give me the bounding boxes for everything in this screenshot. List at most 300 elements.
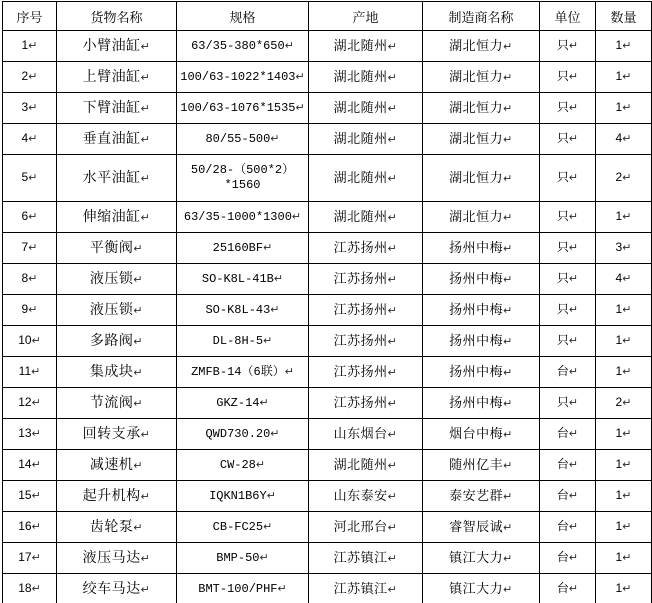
paragraph-mark: ↵	[503, 428, 513, 441]
cell-no-text: 18↵	[18, 581, 41, 596]
cell-origin	[309, 295, 423, 326]
cell-unit	[540, 481, 596, 512]
paragraph-mark: ↵	[387, 521, 398, 534]
cell-name-text: 小臂油缸↵	[82, 37, 151, 54]
cell-no	[3, 62, 57, 93]
cell-spec-text: CB-FC25↵	[212, 519, 273, 534]
paragraph-mark: ↵	[270, 427, 280, 440]
cell-name	[57, 574, 177, 603]
cell-name-text: 水平油缸↵	[82, 169, 151, 186]
cell-qty	[596, 481, 652, 512]
cell-spec	[177, 419, 309, 450]
cell-maker	[423, 93, 540, 124]
paragraph-mark: ↵	[140, 491, 151, 504]
paragraph-mark: ↵	[284, 365, 294, 378]
cell-maker-text: 烟台中梅↵	[449, 425, 513, 441]
cell-unit	[540, 512, 596, 543]
cell-maker-text: 湖北恒力↵	[449, 37, 513, 53]
paragraph-mark: ↵	[31, 490, 41, 503]
paragraph-mark: ↵	[622, 172, 632, 185]
paragraph-mark: ↵	[568, 273, 579, 286]
paragraph-mark: ↵	[387, 273, 398, 286]
column-header-maker: 制造商名称	[423, 2, 540, 31]
paragraph-mark: ↵	[387, 552, 398, 565]
cell-spec-text: QWD730.20↵	[205, 426, 280, 441]
paragraph-mark: ↵	[568, 552, 579, 565]
cell-origin-text: 江苏镇江↵	[333, 580, 398, 596]
cell-origin	[309, 202, 423, 233]
cell-qty	[596, 202, 652, 233]
paragraph-mark: ↵	[387, 102, 398, 115]
cell-spec	[177, 93, 309, 124]
paragraph-mark: ↵	[387, 211, 398, 224]
table-row	[3, 574, 652, 603]
cell-spec-text: BMT-100/PHF↵	[198, 581, 287, 596]
cell-maker	[423, 481, 540, 512]
paragraph-mark: ↵	[503, 242, 513, 255]
cell-qty-text: 1↵	[615, 69, 632, 84]
cell-spec	[177, 388, 309, 419]
paragraph-mark: ↵	[622, 242, 632, 255]
cell-maker-text: 睿智辰诚↵	[449, 518, 513, 534]
cell-spec	[177, 357, 309, 388]
cell-unit	[540, 450, 596, 481]
cell-unit-text: 台↵	[556, 550, 579, 565]
cell-name	[57, 233, 177, 264]
cell-qty-text: 4↵	[615, 131, 632, 146]
cell-qty-text: 1↵	[615, 100, 632, 115]
paragraph-mark: ↵	[622, 133, 632, 146]
cell-maker-text: 随州亿丰↵	[449, 456, 513, 472]
paragraph-mark: ↵	[622, 459, 632, 472]
cell-origin-text: 江苏扬州↵	[333, 301, 398, 317]
paragraph-mark: ↵	[503, 583, 513, 596]
cell-name	[57, 31, 177, 62]
column-header-no: 序号	[3, 2, 57, 31]
cell-name-text: 起升机构↵	[82, 487, 151, 504]
table-row	[3, 543, 652, 574]
cell-unit	[540, 264, 596, 295]
cell-maker-text: 扬州中梅↵	[449, 270, 513, 286]
cell-origin-text: 江苏扬州↵	[333, 394, 398, 410]
cell-qty	[596, 31, 652, 62]
cell-name-text: 下臂油缸↵	[82, 99, 151, 116]
cell-qty-text: 1↵	[615, 457, 632, 472]
paragraph-mark: ↵	[387, 490, 398, 503]
column-header-origin: 产地	[309, 2, 423, 31]
cell-qty	[596, 124, 652, 155]
cell-name-text: 绞车马达↵	[82, 580, 151, 597]
paragraph-mark: ↵	[387, 335, 398, 348]
paragraph-mark: ↵	[387, 366, 398, 379]
cell-maker	[423, 31, 540, 62]
cell-unit-text: 台↵	[556, 426, 579, 441]
paragraph-mark: ↵	[568, 172, 579, 185]
cell-maker	[423, 326, 540, 357]
cell-origin-text: 山东泰安↵	[333, 487, 398, 503]
paragraph-mark: ↵	[622, 552, 632, 565]
cell-unit-text: 只↵	[556, 131, 579, 146]
cell-spec	[177, 512, 309, 543]
paragraph-mark: ↵	[503, 304, 513, 317]
cell-no	[3, 450, 57, 481]
cell-name	[57, 481, 177, 512]
cell-no-text: 12↵	[18, 395, 41, 410]
cell-unit-text: 只↵	[556, 69, 579, 84]
cell-maker	[423, 512, 540, 543]
cell-origin-text: 湖北随州↵	[333, 99, 398, 115]
cell-origin-text: 湖北随州↵	[333, 169, 398, 185]
cell-origin-text: 湖北随州↵	[333, 208, 398, 224]
paragraph-mark: ↵	[387, 133, 398, 146]
paragraph-mark: ↵	[568, 242, 579, 255]
cell-unit	[540, 357, 596, 388]
cell-spec	[177, 481, 309, 512]
cell-unit-text: 台↵	[556, 364, 579, 379]
cell-no-text: 17↵	[18, 550, 41, 565]
paragraph-mark: ↵	[387, 172, 398, 185]
cell-name	[57, 155, 177, 202]
cell-qty	[596, 388, 652, 419]
paragraph-mark: ↵	[31, 366, 41, 379]
cell-qty	[596, 264, 652, 295]
cell-qty	[596, 543, 652, 574]
paragraph-mark: ↵	[263, 520, 273, 533]
column-header-name: 货物名称	[57, 2, 177, 31]
cell-origin-text: 江苏扬州↵	[333, 270, 398, 286]
paragraph-mark: ↵	[568, 211, 579, 224]
cell-name	[57, 202, 177, 233]
cell-origin-text: 湖北随州↵	[333, 37, 398, 53]
cell-qty	[596, 93, 652, 124]
table-row	[3, 233, 652, 264]
paragraph-mark: ↵	[503, 335, 513, 348]
cell-no	[3, 481, 57, 512]
table-row	[3, 450, 652, 481]
cell-origin-text: 江苏扬州↵	[333, 363, 398, 379]
paragraph-mark: ↵	[622, 335, 632, 348]
cell-spec	[177, 264, 309, 295]
cell-maker	[423, 419, 540, 450]
cell-unit	[540, 233, 596, 264]
cell-name	[57, 124, 177, 155]
paragraph-mark: ↵	[503, 366, 513, 379]
cell-no-text: 1↵	[21, 38, 38, 53]
cell-no	[3, 326, 57, 357]
paragraph-mark: ↵	[28, 102, 38, 115]
cell-qty	[596, 326, 652, 357]
table-row	[3, 124, 652, 155]
cell-name-text: 集成块↵	[89, 363, 144, 380]
paragraph-mark: ↵	[387, 459, 398, 472]
cell-maker	[423, 124, 540, 155]
cell-spec	[177, 202, 309, 233]
cell-unit-text: 台↵	[556, 488, 579, 503]
paragraph-mark: ↵	[568, 133, 579, 146]
cell-unit-text: 台↵	[556, 581, 579, 596]
cell-spec	[177, 295, 309, 326]
cell-unit	[540, 93, 596, 124]
header-row	[3, 2, 652, 31]
paragraph-mark: ↵	[31, 428, 41, 441]
cell-qty-text: 1↵	[615, 426, 632, 441]
paragraph-mark: ↵	[270, 132, 280, 145]
cell-unit	[540, 419, 596, 450]
paragraph-mark: ↵	[284, 39, 294, 52]
cell-spec	[177, 124, 309, 155]
cell-no-text: 11↵	[18, 364, 41, 379]
column-header-unit: 单位	[540, 2, 596, 31]
cell-spec-text: IQKN1B6Y↵	[209, 488, 276, 503]
cell-spec	[177, 450, 309, 481]
paragraph-mark: ↵	[133, 522, 144, 535]
cell-spec-text: SO-K8L-41B↵	[201, 271, 284, 286]
cell-maker-text: 扬州中梅↵	[449, 332, 513, 348]
cell-no-text: 10↵	[18, 333, 41, 348]
cell-name	[57, 357, 177, 388]
cell-maker-text: 扬州中梅↵	[449, 239, 513, 255]
cell-maker-text: 镇江大力↵	[449, 549, 513, 565]
paragraph-mark: ↵	[622, 304, 632, 317]
paragraph-mark: ↵	[133, 305, 144, 318]
paragraph-mark: ↵	[31, 459, 41, 472]
paragraph-mark: ↵	[133, 367, 144, 380]
paragraph-mark: ↵	[255, 458, 266, 471]
cell-unit-text: 只↵	[556, 170, 579, 185]
paragraph-mark: ↵	[503, 40, 513, 53]
table-row	[3, 295, 652, 326]
cell-unit	[540, 202, 596, 233]
paragraph-mark: ↵	[568, 102, 579, 115]
table-row	[3, 93, 652, 124]
cell-origin	[309, 512, 423, 543]
paragraph-mark: ↵	[31, 521, 41, 534]
cell-spec-text: DL-8H-5↵	[212, 333, 273, 348]
cell-name-text: 液压锁↵	[89, 301, 144, 318]
paragraph-mark: ↵	[387, 242, 398, 255]
paragraph-mark: ↵	[133, 274, 144, 287]
paragraph-mark: ↵	[503, 397, 513, 410]
table-row	[3, 31, 652, 62]
cell-name	[57, 326, 177, 357]
table-row	[3, 357, 652, 388]
cell-no	[3, 295, 57, 326]
cell-origin	[309, 481, 423, 512]
paragraph-mark: ↵	[28, 211, 38, 224]
cell-origin	[309, 93, 423, 124]
paragraph-mark: ↵	[568, 304, 579, 317]
cell-qty	[596, 419, 652, 450]
cell-qty-text: 1↵	[615, 302, 632, 317]
paragraph-mark: ↵	[259, 551, 269, 564]
paragraph-mark: ↵	[568, 490, 579, 503]
paragraph-mark: ↵	[568, 335, 579, 348]
cell-spec-text: GKZ-14↵	[216, 395, 269, 410]
cell-maker	[423, 62, 540, 93]
paragraph-mark: ↵	[622, 71, 632, 84]
cell-origin	[309, 388, 423, 419]
cell-origin-text: 江苏扬州↵	[333, 332, 398, 348]
cell-maker	[423, 543, 540, 574]
paragraph-mark: ↵	[387, 583, 398, 596]
cell-qty-text: 3↵	[615, 240, 632, 255]
paragraph-mark: ↵	[568, 459, 579, 472]
cell-name-text: 垂直油缸↵	[82, 130, 151, 147]
cell-name	[57, 388, 177, 419]
cell-no-text: 14↵	[18, 457, 41, 472]
cell-unit	[540, 62, 596, 93]
cell-name-text: 伸缩油缸↵	[82, 208, 151, 225]
cell-origin	[309, 124, 423, 155]
cell-no-text: 16↵	[18, 519, 41, 534]
paragraph-mark: ↵	[140, 134, 151, 147]
paragraph-mark: ↵	[263, 241, 273, 254]
paragraph-mark: ↵	[266, 489, 276, 502]
paragraph-mark: ↵	[140, 41, 151, 54]
paragraph-mark: ↵	[133, 243, 144, 256]
paragraph-mark: ↵	[568, 521, 579, 534]
paragraph-mark: ↵	[291, 210, 302, 223]
paragraph-mark: ↵	[387, 428, 398, 441]
cell-qty-text: 1↵	[615, 38, 632, 53]
cell-name-text: 平衡阀↵	[89, 239, 144, 256]
paragraph-mark: ↵	[133, 460, 144, 473]
cell-qty-text: 4↵	[615, 271, 632, 286]
paragraph-mark: ↵	[140, 553, 151, 566]
paragraph-mark: ↵	[259, 396, 269, 409]
paragraph-mark: ↵	[568, 40, 579, 53]
paragraph-mark: ↵	[622, 211, 632, 224]
paragraph-mark: ↵	[568, 428, 579, 441]
paragraph-mark: ↵	[622, 273, 632, 286]
cell-unit	[540, 326, 596, 357]
parts-table	[2, 1, 652, 603]
cell-spec	[177, 574, 309, 603]
cell-qty	[596, 233, 652, 264]
cell-no	[3, 31, 57, 62]
cell-qty-text: 2↵	[615, 395, 632, 410]
cell-qty-text: 1↵	[615, 209, 632, 224]
cell-spec-text: 80/55-500↵	[205, 131, 280, 146]
cell-name-text: 齿轮泵↵	[89, 518, 144, 535]
cell-unit-text: 台↵	[556, 519, 579, 534]
cell-qty	[596, 450, 652, 481]
cell-qty	[596, 512, 652, 543]
paragraph-mark: ↵	[622, 366, 632, 379]
cell-maker	[423, 574, 540, 603]
cell-name	[57, 93, 177, 124]
cell-unit-text: 只↵	[556, 240, 579, 255]
cell-origin	[309, 62, 423, 93]
cell-maker-text: 泰安艺群↵	[449, 487, 513, 503]
cell-no-text: 4↵	[21, 131, 38, 146]
paragraph-mark: ↵	[503, 459, 513, 472]
paragraph-mark: ↵	[273, 272, 284, 285]
cell-unit	[540, 543, 596, 574]
paragraph-mark: ↵	[503, 133, 513, 146]
paragraph-mark: ↵	[28, 172, 38, 185]
paragraph-mark: ↵	[387, 40, 398, 53]
table-body	[3, 31, 652, 603]
paragraph-mark: ↵	[387, 304, 398, 317]
cell-no	[3, 93, 57, 124]
cell-maker-text: 扬州中梅↵	[449, 301, 513, 317]
paragraph-mark: ↵	[28, 71, 38, 84]
cell-unit-text: 只↵	[556, 333, 579, 348]
paragraph-mark: ↵	[140, 584, 151, 597]
cell-no	[3, 124, 57, 155]
cell-name	[57, 512, 177, 543]
cell-maker-text: 湖北恒力↵	[449, 99, 513, 115]
paragraph-mark: ↵	[295, 70, 305, 83]
cell-no	[3, 202, 57, 233]
cell-qty-text: 1↵	[615, 364, 632, 379]
cell-unit-text: 只↵	[556, 100, 579, 115]
cell-maker	[423, 357, 540, 388]
cell-origin	[309, 574, 423, 603]
cell-unit-text: 只↵	[556, 38, 579, 53]
cell-qty	[596, 357, 652, 388]
table-row	[3, 155, 652, 202]
cell-maker	[423, 264, 540, 295]
cell-spec	[177, 543, 309, 574]
table-row	[3, 62, 652, 93]
paragraph-mark: ↵	[31, 552, 41, 565]
cell-no	[3, 543, 57, 574]
cell-name-text: 回转支承↵	[82, 425, 151, 442]
cell-unit-text: 台↵	[556, 457, 579, 472]
cell-no-text: 8↵	[21, 271, 38, 286]
table-row	[3, 481, 652, 512]
cell-spec-text: 63/35-1000*1300↵	[183, 209, 302, 224]
paragraph-mark: ↵	[295, 101, 305, 114]
cell-origin	[309, 450, 423, 481]
cell-maker-text: 镇江大力↵	[449, 580, 513, 596]
cell-no-text: 9↵	[21, 302, 38, 317]
paragraph-mark: ↵	[140, 173, 151, 186]
paragraph-mark: ↵	[28, 304, 38, 317]
cell-origin	[309, 264, 423, 295]
cell-name-text: 多路阀↵	[89, 332, 144, 349]
paragraph-mark: ↵	[28, 133, 38, 146]
cell-unit-text: 只↵	[556, 302, 579, 317]
paragraph-mark: ↵	[503, 521, 513, 534]
cell-name	[57, 543, 177, 574]
cell-name	[57, 295, 177, 326]
cell-name	[57, 62, 177, 93]
cell-maker	[423, 233, 540, 264]
cell-no-text: 7↵	[21, 240, 38, 255]
cell-unit	[540, 388, 596, 419]
cell-qty-text: 1↵	[615, 333, 632, 348]
paragraph-mark: ↵	[622, 397, 632, 410]
paragraph-mark: ↵	[622, 583, 632, 596]
cell-origin-text: 湖北随州↵	[333, 130, 398, 146]
cell-qty-text: 1↵	[615, 550, 632, 565]
paragraph-mark: ↵	[28, 40, 38, 53]
paragraph-mark: ↵	[263, 334, 273, 347]
cell-maker-text: 湖北恒力↵	[449, 130, 513, 146]
cell-name-text: 上臂油缸↵	[82, 68, 151, 85]
cell-unit-text: 只↵	[556, 395, 579, 410]
cell-qty	[596, 295, 652, 326]
paragraph-mark: ↵	[503, 490, 513, 503]
paragraph-mark: ↵	[387, 397, 398, 410]
cell-no	[3, 388, 57, 419]
cell-name-text: 节流阀↵	[89, 394, 144, 411]
cell-origin	[309, 233, 423, 264]
cell-origin	[309, 326, 423, 357]
